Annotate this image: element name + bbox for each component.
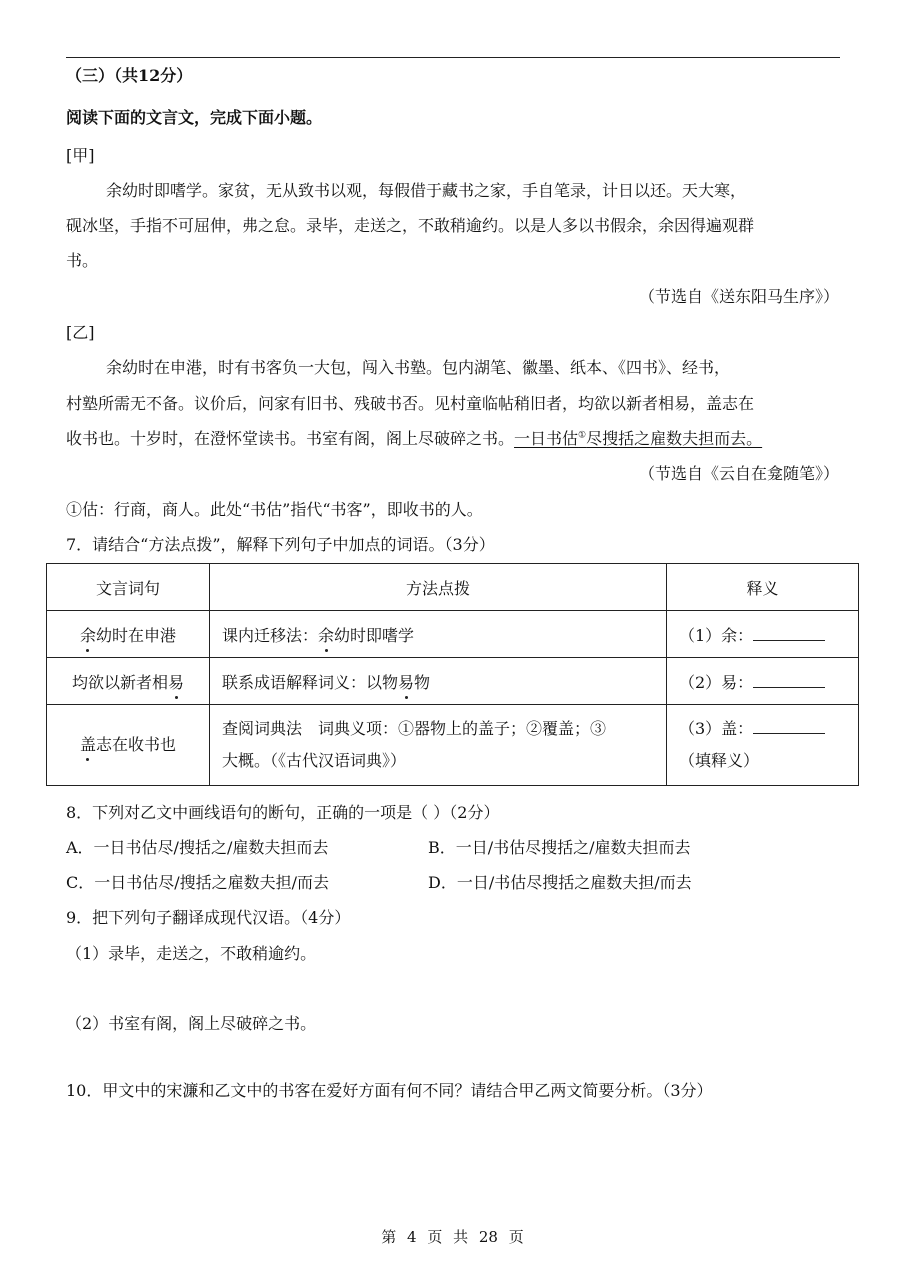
table-header-row bbox=[47, 564, 859, 611]
q9-item-1: （1）录毕，走送之，不敢稍逾约。 bbox=[66, 944, 317, 963]
q8-prompt: 8．下列对乙文中画线语句的断句，正确的一项是（ ）（2分） bbox=[66, 803, 500, 822]
page-footer: 第 4 页 共 28 页 bbox=[381, 1228, 524, 1246]
table-row bbox=[47, 611, 859, 658]
underlined-sentence-part-a: 一日书估 bbox=[514, 429, 579, 448]
table-header-cell: 方法点拨 bbox=[210, 564, 667, 611]
passage-yi-line: 余幼时在申港，时有书客负一大包，闯入书塾。包内湖笔、徽墨、纸本、《四书》、经书， bbox=[106, 358, 731, 377]
phrase-cell: 余幼时在申港 bbox=[47, 611, 210, 658]
passage-yi-source: （节选自《云自在龛随笔》） bbox=[638, 464, 839, 483]
passage-jia-label: [甲] bbox=[66, 146, 95, 165]
q8-option-a[interactable]: A．一日书估尽/搜括之/雇数夫担而去 bbox=[66, 838, 329, 857]
q8-option-c[interactable]: C．一日书估尽/搜括之雇数夫担/而去 bbox=[66, 873, 330, 892]
answer-cell: （2）易： bbox=[667, 658, 859, 705]
passage-jia-line: 余幼时即嗜学。家贫，无从致书以观，每假借于藏书之家，手自笔录，计日以还。天大寒， bbox=[106, 181, 747, 200]
passage-yi-label: [乙] bbox=[66, 323, 95, 342]
underlined-sentence bbox=[514, 429, 762, 448]
q9-prompt: 9．把下列句子翻译成现代汉语。（4分） bbox=[66, 908, 351, 927]
table-row bbox=[47, 705, 859, 786]
table-row bbox=[47, 658, 859, 705]
q7-prompt: 7．请结合“方法点拨”，解释下列句子中加点的词语。（3分） bbox=[66, 535, 495, 554]
footnote-mark: ① bbox=[578, 430, 587, 441]
phrase-cell: 盖志在收书也 bbox=[47, 705, 210, 786]
table-header-cell: 释义 bbox=[667, 564, 859, 611]
answer-note: （填释义） bbox=[679, 751, 760, 770]
answer-cell: （1）余： bbox=[667, 611, 859, 658]
answer-cell: （3）盖： （填释义） bbox=[667, 705, 859, 786]
passage-yi-line3-plain: 收书也。十岁时，在澄怀堂读书。书室有阁，阁上尽破碎之书。 bbox=[66, 429, 515, 448]
answer-blank[interactable] bbox=[753, 626, 825, 641]
table-header-cell: 文言词句 bbox=[47, 564, 210, 611]
method-cell: 查阅词典法 词典义项：①器物上的盖子；②覆盖；③ 大概。（《古代汉语词典》） bbox=[210, 705, 667, 786]
section-title: （三）（共12分） bbox=[66, 66, 193, 85]
dotted-word: 易 bbox=[398, 672, 415, 692]
top-rule bbox=[66, 57, 840, 58]
answer-blank[interactable] bbox=[753, 673, 825, 688]
method-cell: 联系成语解释词义：以物易物 bbox=[210, 658, 667, 705]
q8-option-b[interactable]: B．一日/书估尽搜括之/雇数夫担而去 bbox=[428, 838, 691, 857]
passage-jia-line: 砚冰坚，手指不可屈伸，弗之怠。录毕，走送之，不敢稍逾约。以是人多以书假余，余因得遍观群 bbox=[66, 216, 755, 235]
section-instruction: 阅读下面的文言文，完成下面小题。 bbox=[66, 108, 323, 127]
footnote: ①估：行商，商人。此处“书估”指代“书客”，即收书的人。 bbox=[66, 500, 483, 519]
dotted-word: 盖 bbox=[79, 735, 96, 754]
q8-option-d[interactable]: D．一日/书估尽搜括之雇数夫担/而去 bbox=[428, 873, 692, 892]
dotted-word: 易 bbox=[168, 672, 185, 692]
passage-jia-source: （节选自《送东阳马生序》） bbox=[638, 287, 839, 306]
answer-blank[interactable] bbox=[753, 719, 825, 734]
method-cell: 课内迁移法：余幼时即嗜学 bbox=[210, 611, 667, 658]
q7-table bbox=[46, 563, 859, 786]
q10-prompt: 10．甲文中的宋濂和乙文中的书客在爱好方面有何不同？请结合甲乙两文简要分析。（3分） bbox=[66, 1081, 713, 1100]
dotted-word: 余 bbox=[318, 625, 335, 645]
passage-yi-line: 村塾所需无不备。议价后，问家有旧书、残破书否。见村童临帖稍旧者，均欲以新者相易，盖志在 bbox=[66, 394, 755, 413]
underlined-sentence-part-b: 尽搜括之雇数夫担而去。 bbox=[586, 429, 763, 448]
dotted-word: 余 bbox=[79, 625, 96, 645]
phrase-cell: 均欲以新者相易 bbox=[47, 658, 210, 705]
passage-yi-line3 bbox=[66, 429, 762, 449]
passage-jia-line: 书。 bbox=[66, 251, 99, 270]
q9-item-2: （2）书室有阁，阁上尽破碎之书。 bbox=[66, 1014, 317, 1033]
